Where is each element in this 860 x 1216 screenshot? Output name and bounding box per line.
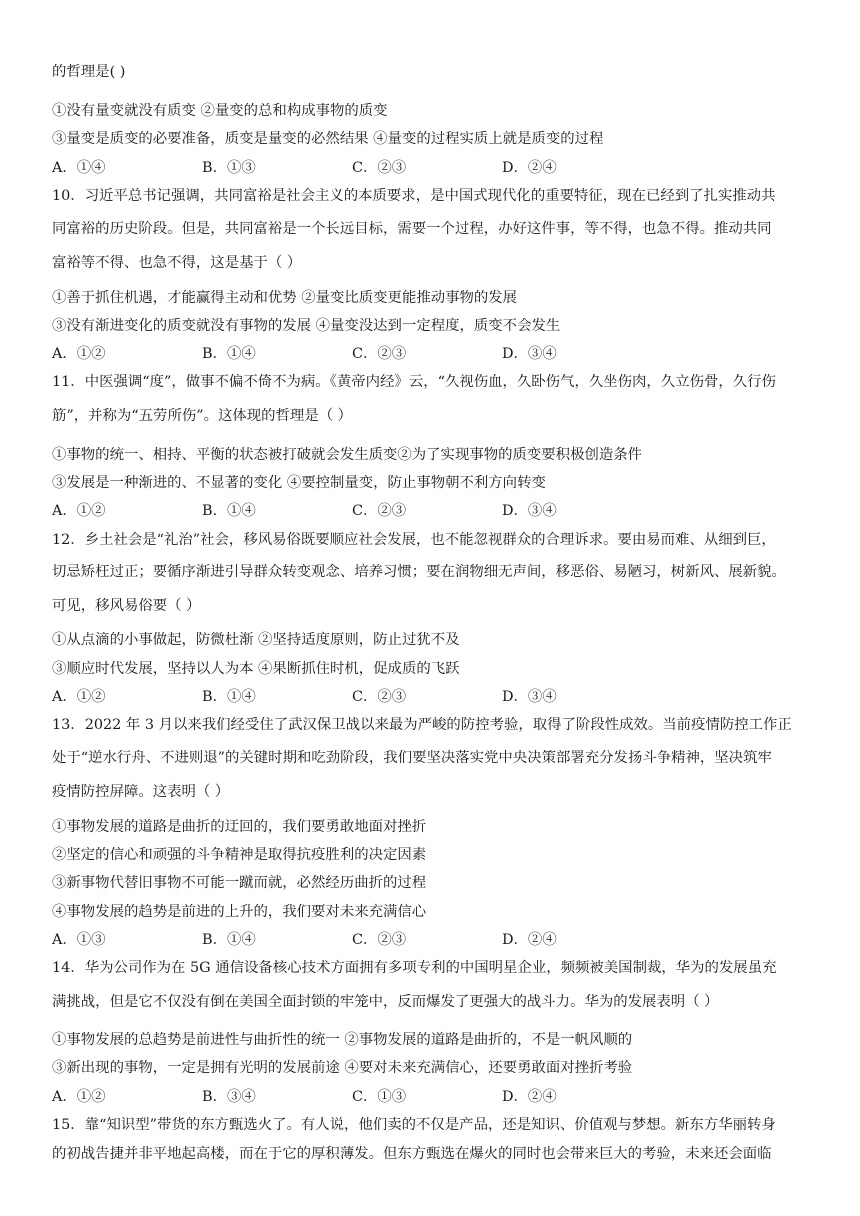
q13-stem: 处于“逆水行舟、不进则退”的关键时期和吃劲阶段，我们要坚决落实党中央决策部署充分发扬斗争精神，坚决筑牢 <box>52 750 772 766</box>
q12-choice-b: B．①④ <box>202 689 256 705</box>
q9-option-line: ①没有量变就没有质变 ②量变的总和构成事物的质变 <box>52 103 388 119</box>
q12-stem: 可见，移风易俗要（ ） <box>52 598 201 614</box>
q13-choice-a: A．①③ <box>52 932 106 948</box>
q13-choice-b: B．①④ <box>202 932 256 948</box>
q11-choice-c: C．②③ <box>352 503 407 519</box>
q12-stem: 切忌矫枉过正；要循序渐进引导群众转变观念、培养习惯；要在润物细无声间，移恶俗、易陋习，树新风、展新貌。 <box>52 564 786 580</box>
q13-option-line: ③新事物代替旧事物不可能一蹴而就，必然经历曲折的过程 <box>52 875 427 891</box>
q13-stem: 13．2022 年 3 月以来我们经受住了武汉保卫战以来最为严峻的防控考验，取得了阶段性成效。当前疫情防控工作正 <box>52 717 792 733</box>
q11-option-line: ③发展是一种渐进的、不显著的变化 ④要控制量变，防止事物朝不利方向转变 <box>52 475 546 491</box>
q9-option-line: ③量变是质变的必要准备，质变是量变的必然结果 ④量变的过程实质上就是质变的过程 <box>52 131 604 147</box>
q9-choice-c: C．②③ <box>352 160 407 176</box>
q12-option-line: ③顺应时代发展，坚持以人为本 ④果断抓住时机，促成质的飞跃 <box>52 661 460 677</box>
q14-option-line: ①事物发展的总趋势是前进性与曲折性的统一 ②事物发展的道路是曲折的，不是一帆风顺的 <box>52 1032 633 1048</box>
q10-choice-a: A．①② <box>52 346 106 362</box>
q9-choice-a: A．①④ <box>52 160 106 176</box>
q14-stem: 满挑战，但是它不仅没有倒在美国全面封锁的牢笼中，反而爆发了更强大的战斗力。华为的发展表明（ ） <box>52 994 719 1010</box>
q10-stem: 同富裕的历史阶段。但是，共同富裕是一个长远目标，需要一个过程，办好这件事，等不得，也急不得。推动共同 <box>52 221 772 237</box>
q9-choice-b: B．①③ <box>202 160 256 176</box>
q9-stem: 的哲理是( ) <box>52 64 126 80</box>
q13-option-line: ②坚定的信心和顽强的斗争精神是取得抗疫胜利的决定因素 <box>52 847 427 863</box>
q11-choice-b: B．①④ <box>202 503 256 519</box>
q12-option-line: ①从点滴的小事做起，防微杜渐 ②坚持适度原则，防止过犹不及 <box>52 632 460 648</box>
q10-choice-d: D．③④ <box>502 346 557 362</box>
q13-option-line: ①事物发展的道路是曲折的迂回的，我们要勇敢地面对挫折 <box>52 819 427 835</box>
q12-choice-d: D．③④ <box>502 689 557 705</box>
q11-stem: 筋”，并称为“五劳所伤”。这体现的哲理是（ ） <box>52 408 353 424</box>
q10-stem: 10．习近平总书记强调，共同富裕是社会主义的本质要求，是中国式现代化的重要特征，现在已经到了扎实推动共 <box>52 188 776 204</box>
q10-option-line: ①善于抓住机遇，才能赢得主动和优势 ②量变比质变更能推动事物的发展 <box>52 290 518 306</box>
q13-option-line: ④事物发展的趋势是前进的上升的，我们要对未来充满信心 <box>52 904 427 920</box>
q15-stem: 15．靠“知识型”带货的东方甄选火了。有人说，他们卖的不仅是产品，还是知识、价值观与梦想。新东方华丽转身 <box>52 1117 776 1133</box>
q11-choice-a: A．①② <box>52 503 106 519</box>
q10-choice-c: C．②③ <box>352 346 407 362</box>
q12-stem: 12．乡土社会是“礼治”社会，移风易俗既要顺应社会发展，也不能忽视群众的合理诉求。要由易而难、从细到巨， <box>52 532 776 548</box>
q9-choice-d: D．②④ <box>502 160 557 176</box>
q14-choice-c: C．①③ <box>352 1089 407 1105</box>
q14-stem: 14．华为公司作为在 5G 通信设备核心技术方面拥有多项专利的中国明星企业，频频被美国制裁，华为的发展虽充 <box>52 960 777 976</box>
q15-stem: 的初战告捷并非平地起高楼，而在于它的厚积薄发。但东方甄选在爆火的同时也会带来巨大的考验，未来还会面临 <box>52 1146 772 1162</box>
q12-choice-c: C．②③ <box>352 689 407 705</box>
q11-option-line: ①事物的统一、相持、平衡的状态被打破就会发生质变②为了实现事物的质变要积极创造条件 <box>52 447 643 463</box>
q10-choice-b: B．①④ <box>202 346 256 362</box>
q10-option-line: ③没有渐进变化的质变就没有事物的发展 ④量变没达到一定程度，质变不会发生 <box>52 318 561 334</box>
q14-option-line: ③新出现的事物，一定是拥有光明的发展前途 ④要对未来充满信心，还要勇敢面对挫折考验 <box>52 1060 633 1076</box>
q13-stem: 疫情防控屏障。这表明（ ） <box>52 784 230 800</box>
q10-stem: 富裕等不得、也急不得，这是基于（ ） <box>52 255 302 271</box>
q14-choice-b: B．③④ <box>202 1089 256 1105</box>
q13-choice-c: C．②③ <box>352 932 407 948</box>
q14-choice-a: A．①② <box>52 1089 106 1105</box>
q12-choice-a: A．①② <box>52 689 106 705</box>
q11-choice-d: D．③④ <box>502 503 557 519</box>
q14-choice-d: D．②④ <box>502 1089 557 1105</box>
q13-choice-d: D．②④ <box>502 932 557 948</box>
q11-stem: 11．中医强调“度”，做事不偏不倚不为病。《黄帝内经》云，“久视伤血，久卧伤气，久坐伤肉，久立伤骨，久行伤 <box>52 374 776 390</box>
